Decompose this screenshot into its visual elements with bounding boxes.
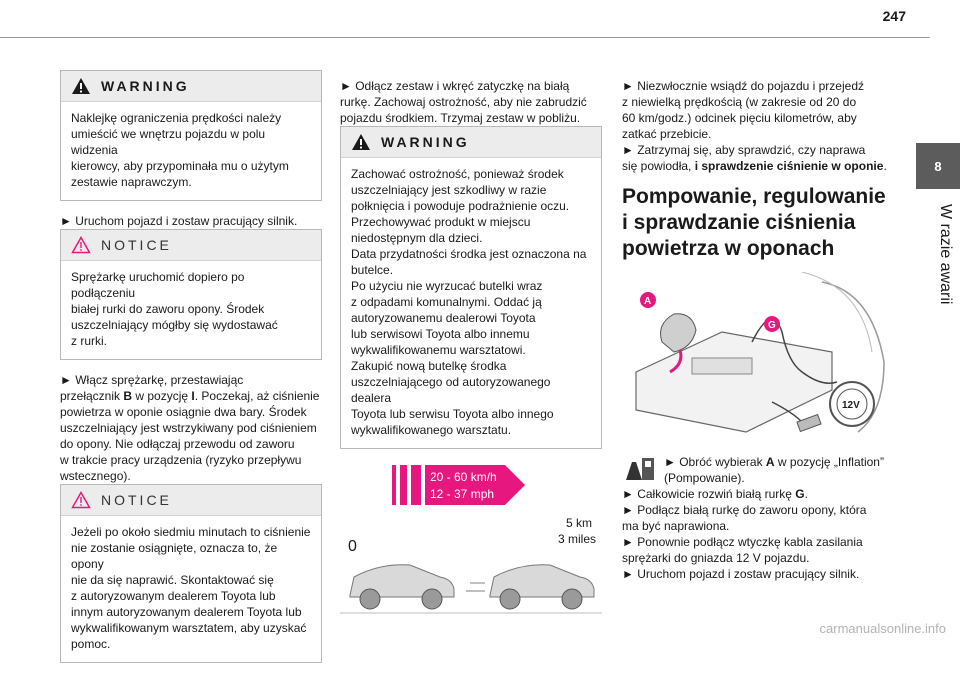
column-2: [340, 78, 602, 631]
instr-start-engine: ► Uruchom pojazd i zostaw pracujący silnik.: [622, 567, 860, 581]
step-compressor-on: [60, 372, 322, 484]
compressor-body: [636, 332, 832, 432]
footer-watermark[interactable]: carmanualsonline.info: [819, 621, 946, 636]
distance-miles: 3 miles: [558, 532, 597, 546]
instr-reconnect-plug: ► Ponownie podłącz wtyczkę kabla zasilania sprężarki do gniazda 12 V pojazdu.: [622, 535, 863, 565]
notice-title: NOTICE: [101, 492, 172, 508]
wheel-outline: [802, 272, 872, 352]
instr-unwind-hose: [622, 486, 892, 502]
instr-connect-hose: ► Podłącz białą rurkę do zaworu opony, która ma być naprawiona.: [622, 503, 867, 533]
step-text: .: [804, 487, 808, 501]
socket-12v-label: 12V: [842, 400, 860, 411]
callout-a-label: A: [644, 296, 652, 307]
car-start-illustration: [350, 565, 454, 609]
step-text: w pozycję „Inflation” (Pompowanie).: [664, 455, 884, 485]
speed-kmh: 20 - 60 km/h: [430, 470, 497, 484]
step-text: w pozycję: [132, 389, 192, 403]
chapter-title: W razie awarii: [937, 204, 954, 305]
notice-title: NOTICE: [101, 237, 172, 253]
header-rule: [0, 37, 930, 38]
column-3: [622, 78, 892, 582]
warning-triangle-icon: [351, 133, 371, 151]
step-text: ► Całkowicie rozwiń białą rurkę: [622, 487, 796, 501]
notice-box-1: [60, 229, 322, 360]
position-label-i: I: [191, 389, 195, 403]
instr-rotate-selector: [664, 454, 884, 486]
speed-bar: [392, 465, 396, 505]
speed-mph: 12 - 37 mph: [430, 487, 495, 501]
notice-text: Sprężarkę uruchomić dopiero po podłączeniu białej rurki do zaworu opony. Środek uszczelniający mógłby się wydostawać z rurki.: [71, 270, 278, 348]
section-heading: Pompowanie, regulowanie i sprawdzanie ciśnienia powietrza w oponach: [622, 185, 886, 260]
warning-title: WARNING: [381, 134, 470, 150]
step-drive: [622, 78, 892, 174]
notice-header: [61, 485, 321, 516]
step-text: .: [883, 159, 887, 173]
warning-title: WARNING: [101, 78, 190, 94]
instruction-block: [622, 454, 892, 486]
notice-header: [61, 230, 321, 261]
selector-label-a: A: [765, 455, 775, 469]
compressor-figure: [622, 272, 892, 442]
warning-text: Naklejkę ograniczenia prędkości należy umieścić we wnętrzu pojazdu w polu widzenia kierowcy, aby przypominała mu o użytym zestawie naprawczym.: [71, 111, 289, 189]
speed-bar: [411, 465, 421, 505]
step-bold-text: i sprawdzenie ciśnienie w oponie: [694, 159, 884, 173]
distance-km: 5 km: [566, 516, 593, 530]
car-end-illustration: [466, 565, 594, 609]
speed-bar: [400, 465, 407, 505]
warning-header: [61, 71, 321, 102]
mechanic-icon: [622, 454, 658, 484]
page-number: 247: [882, 8, 906, 24]
step-disconnect-kit: ► Odłącz zestaw i wkręć zatyczkę na białą rurkę. Zachowaj ostrożność, aby nie zabrudzić pojazdu środkiem. Trzymaj zestaw w pobliżu.: [340, 79, 587, 125]
warning-header: [341, 127, 601, 158]
step-start-engine: ► Uruchom pojazd i zostaw pracujący silnik.: [60, 214, 298, 228]
step-text: ► Niezwłocznie wsiądź do pojazdu i przejedź z niewielką prędkością (w zakresie od 20 do 60 km/godz.) odcinek pięciu kilometrów, aby zatkać przebicie. ► Zatrzymaj się, aby sprawdzić, czy naprawa się powiodła,: [622, 79, 866, 173]
chapter-tab[interactable]: 8: [916, 143, 960, 189]
step-text: ► Obróć wybierak: [664, 455, 766, 469]
power-plug: [797, 415, 821, 432]
compressor-panel: [692, 358, 752, 374]
hose-label-g: G: [795, 487, 805, 501]
column-1: [60, 70, 322, 675]
warning-box-2: [340, 126, 602, 449]
step-text: . Poczekaj, aż ciśnienie powietrza w oponie osiągnie dwa bary. Środek uszczelniający jest wstrzykiwany pod ciśnieniem do opony. Nie odłączaj przewodu od zaworu w trakcie pracy urządzenia (ryzyko przepływu wstecznego).: [60, 389, 320, 483]
notice-triangle-icon: [71, 491, 91, 509]
step-text: ► Włącz sprężarkę, przestawiając przełącznik: [60, 373, 244, 403]
callout-g-label: G: [768, 320, 776, 331]
warning-triangle-icon: [71, 77, 91, 95]
notice-text: Jeżeli po około siedmiu minutach to ciśnienie nie zostanie osiągnięte, oznacza to, że opony nie da się naprawić. Skontaktować się z autoryzowanym dealerem Toyota lub innym autoryzowanym dealerem Toyota lub wykwalifikowanym warsztatem, aby uzyskać pomoc.: [71, 525, 311, 651]
warning-text: Zachować ostrożność, ponieważ środek uszczelniający jest szkodliwy w razie połknięcia i powoduje podrażnienie oczu. Przechowywać produkt w miejscu niedostępnym dla dzieci. Data przydatności środka jest oznaczona na butelce. Po użyciu nie wyrzucać butelki wraz z odpadami komunalnymi. Oddać ją autoryzowanemu dealerowi Toyota lub serwisowi Toyota albo innemu wykwalifikowanemu warsztatowi. Zakupić nową butelkę środka uszczelniającego od autoryzowanego dealera Toyota lub serwisu Toyota albo innego wykwalifikowanego warsztatu.: [351, 167, 587, 437]
switch-label-b: B: [123, 389, 133, 403]
distance-start: 0: [348, 538, 357, 555]
drive-distance-figure: [340, 465, 602, 627]
notice-box-2: [60, 484, 322, 663]
notice-triangle-icon: [71, 236, 91, 254]
warning-box-1: [60, 70, 322, 201]
